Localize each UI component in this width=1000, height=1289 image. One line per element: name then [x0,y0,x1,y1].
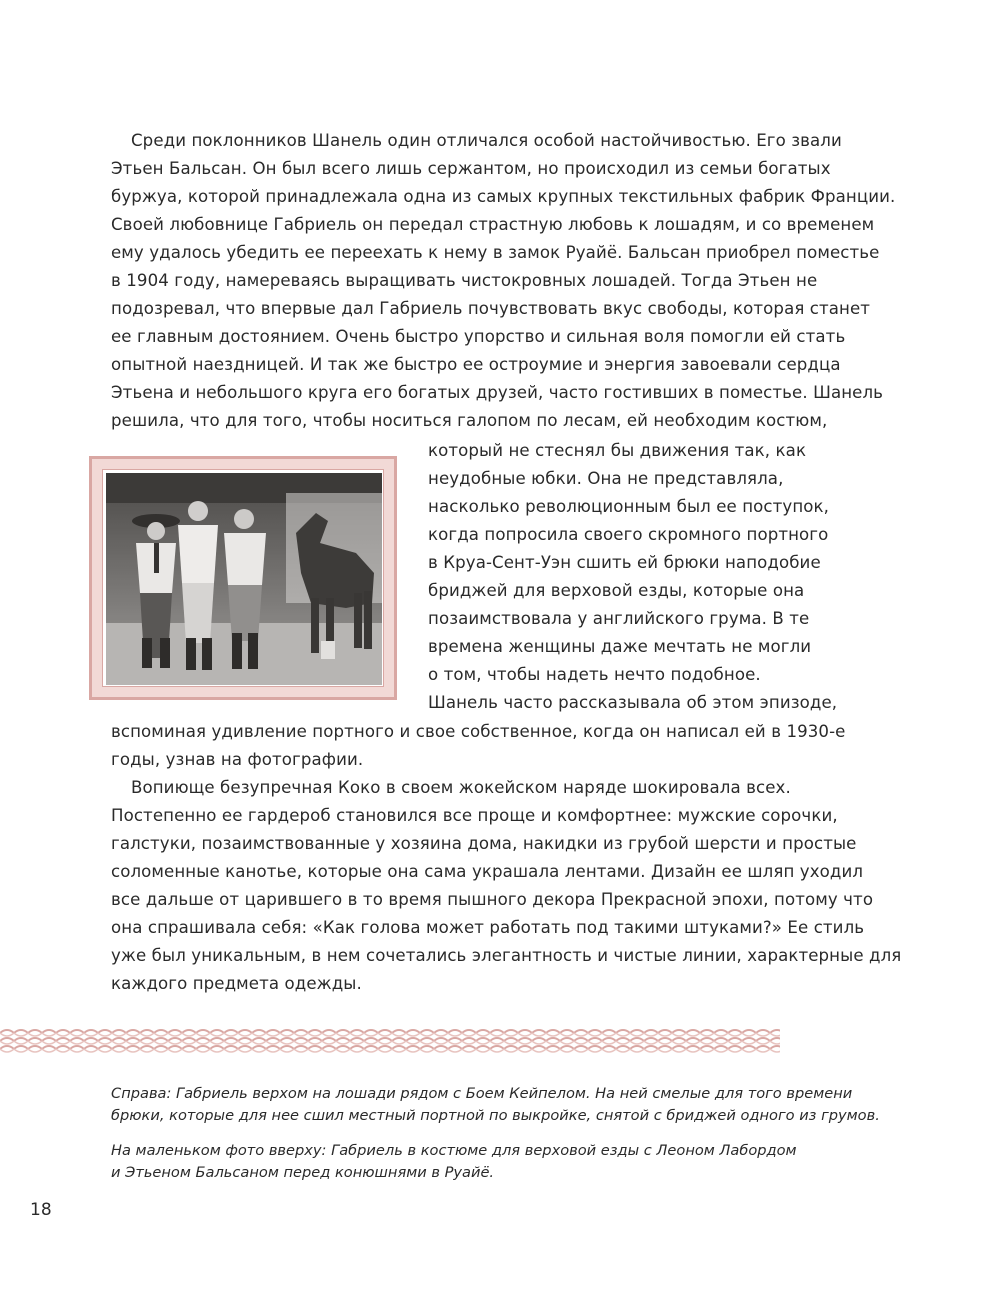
caption-line: и Этьеном Бальсаном перед конюшнями в Руайё. [111,1164,495,1181]
braid-divider [0,1026,780,1056]
body-line: Своей любовнице Габриель он передал страстную любовь к лошадям, и со временем [111,215,875,234]
photo-mat [102,469,384,687]
body-line: позаимствовала у английского грума. В те [428,609,810,628]
body-line: Шанель часто рассказывала об этом эпизоде, [428,693,838,712]
body-line: времена женщины даже мечтать не могли [428,637,812,656]
body-line: насколько революционным был ее поступок, [428,497,830,516]
body-line: годы, узнав на фотографии. [111,750,364,769]
body-line: буржуа, которой принадлежала одна из самых крупных текстильных фабрик Франции. [111,187,896,206]
caption-line: Справа: Габриель верхом на лошади рядом с Боем Кейпелом. На ней смелые для того времени [111,1085,853,1102]
body-line: подозревал, что впервые дал Габриель почувствовать вкус свободы, которая станет [111,299,871,318]
sepia-tint [106,473,382,685]
body-line: в Круа-Сент-Уэн сшить ей брюки наподобие [428,553,821,572]
body-line: все дальше от царившего в то время пышного декора Прекрасной эпохи, потому что [111,890,874,909]
body-line: бриджей для верховой езды, которые она [428,581,805,600]
body-line: Этьен Бальсан. Он был всего лишь сержантом, но происходил из семьи богатых [111,159,831,178]
body-line: она спрашивала себя: «Как голова может работать под такими штуками?» Ее стиль [111,918,865,937]
body-line: Постепенно ее гардероб становился все проще и комфортнее: мужские сорочки, [111,806,838,825]
body-line: каждого предмета одежды. [111,974,362,993]
body-line: ее главным достоянием. Очень быстро упорство и сильная воля помогли ей стать [111,327,846,346]
body-line: соломенные канотье, которые она сама украшала лентами. Дизайн ее шляп уходил [111,862,864,881]
body-line: Этьена и небольшого круга его богатых друзей, часто гостивших в поместье. Шанель [111,383,884,402]
body-line: о том, чтобы надеть нечто подобное. [428,665,761,684]
caption-line: На маленьком фото вверху: Габриель в костюме для верховой езды с Леоном Лабордом [111,1142,797,1159]
page-number: 18 [30,1200,52,1220]
photo-frame [89,456,397,700]
body-line: в 1904 году, намереваясь выращивать чистокровных лошадей. Тогда Этьен не [111,271,818,290]
body-line: ему удалось убедить ее переехать к нему в замок Руайё. Бальсан приобрел поместье [111,243,880,262]
body-line: неудобные юбки. Она не представляла, [428,469,784,488]
vintage-photo [106,473,382,685]
body-line: когда попросила своего скромного портного [428,525,829,544]
body-line: Среди поклонников Шанель один отличался особой настойчивостью. Его звали [131,131,842,150]
body-line: уже был уникальным, в нем сочетались элегантность и чистые линии, характерные для [111,946,902,965]
body-line: вспоминая удивление портного и свое собственное, когда он написал ей в 1930-е [111,722,846,741]
body-line: который не стеснял бы движения так, как [428,441,807,460]
body-line: опытной наездницей. И так же быстро ее остроумие и энергия завоевали сердца [111,355,841,374]
body-line: решила, что для того, чтобы носиться галопом по лесам, ей необходим костюм, [111,411,828,430]
caption-line: брюки, которые для нее сшил местный портной по выкройке, снятой с бриджей одного из грумов. [111,1107,880,1124]
body-line: галстуки, позаимствованные у хозяина дома, накидки из грубой шерсти и простые [111,834,857,853]
body-line: Вопиюще безупречная Коко в своем жокейском наряде шокировала всех. [131,778,791,797]
